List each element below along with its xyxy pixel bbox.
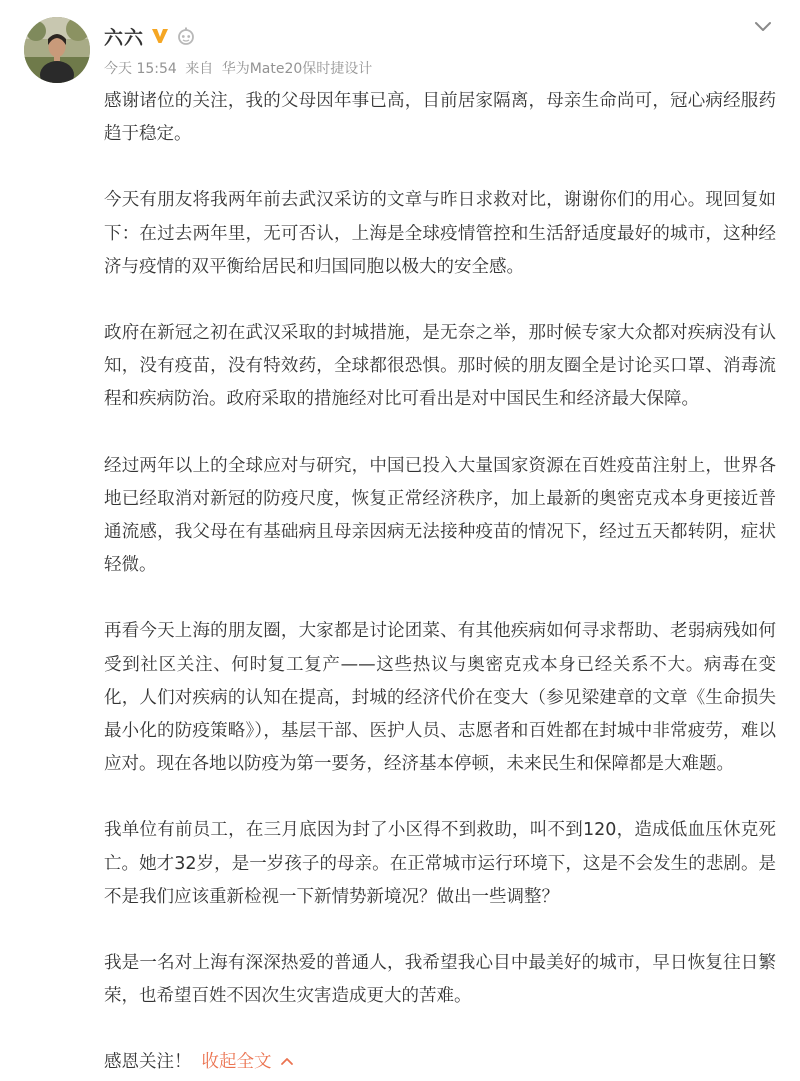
paragraph-6: 我单位有前员工，在三月底因为封了小区得不到救助，叫不到120，造成低血压休克死亡。她才32岁，是一岁孩子的母亲。在正常城市运行环境下，这是不会发生的悲剧。是不是我们应该重新检视一下新情势新境况？做出一些调整？	[104, 820, 776, 907]
collapse-full-text-link[interactable]	[202, 1052, 294, 1072]
post-content	[104, 85, 776, 1080]
avatar-photo	[24, 17, 90, 83]
closing-text: 感恩关注！	[104, 1052, 192, 1073]
chevron-up-icon	[280, 1047, 294, 1061]
avatar[interactable]	[24, 17, 90, 83]
post-source[interactable]: 华为Mate20保时捷设计	[221, 61, 373, 77]
verified-v-icon[interactable]	[150, 26, 170, 46]
chevron-down-icon[interactable]	[752, 16, 774, 38]
paragraph-1: 感谢诸位的关注，我的父母因年事已高，目前居家隔离，母亲生命尚可，冠心病经服药趋于稳定。	[104, 91, 776, 145]
source-prefix: 来自	[185, 61, 214, 77]
paragraph-3: 政府在新冠之初在武汉采取的封城措施，是无奈之举，那时候专家大众都对疾病没有认知，没有疫苗，没有特效药，全球都很恐惧。那时候的朋友圈全是讨论买口罩、消毒流程和疾病防治。政府采取的措施经对比可看出是对中国民生和经济最大保障。	[104, 323, 776, 410]
post-meta	[104, 58, 376, 78]
closing-line	[104, 1046, 776, 1079]
author-row	[104, 22, 196, 50]
paragraph-7: 我是一名对上海有深深热爱的普通人，我希望我心目中最美好的城市，早日恢复往日繁荣，也希望百姓不因次生灾害造成更大的苦难。	[104, 953, 776, 1007]
member-bot-icon[interactable]	[176, 26, 196, 46]
paragraph-2: 今天有朋友将我两年前去武汉采访的文章与昨日求救对比，谢谢你们的用心。现回复如下：在过去两年里，无可否认，上海是全球疫情管控和生活舒适度最好的城市，这种经济与疫情的双平衡给居民和归国同胞以极大的安全感。	[104, 190, 776, 277]
post-time[interactable]: 今天 15:54	[104, 61, 177, 77]
paragraph-4: 经过两年以上的全球应对与研究，中国已投入大量国家资源在百姓疫苗注射上，世界各地已经取消对新冠的防疫尺度，恢复正常经济秩序，加上最新的奥密克戎本身更接近普通流感，我父母在有基础病且母亲因病无法接种疫苗的情况下，经过五天都转阴，症状轻微。	[104, 455, 776, 576]
author-name[interactable]: 六六	[104, 26, 145, 49]
collapse-label: 收起全文	[201, 1052, 272, 1073]
paragraph-5: 再看今天上海的朋友圈，大家都是讨论团菜、有其他疾病如何寻求帮助、老弱病残如何受到社区关注、何时复工复产——这些热议与奥密克戎本身已经关系不大。病毒在变化，人们对疾病的认知在提高，封城的经济代价在变大（参见梁建章的文章《生命损失最小化的防疫策略》），基层干部、医护人员、志愿者和百姓都在封城中非常疲劳，难以应对。现在各地以防疫为第一要务，经济基本停顿，未来民生和保障都是大难题。	[104, 621, 776, 775]
